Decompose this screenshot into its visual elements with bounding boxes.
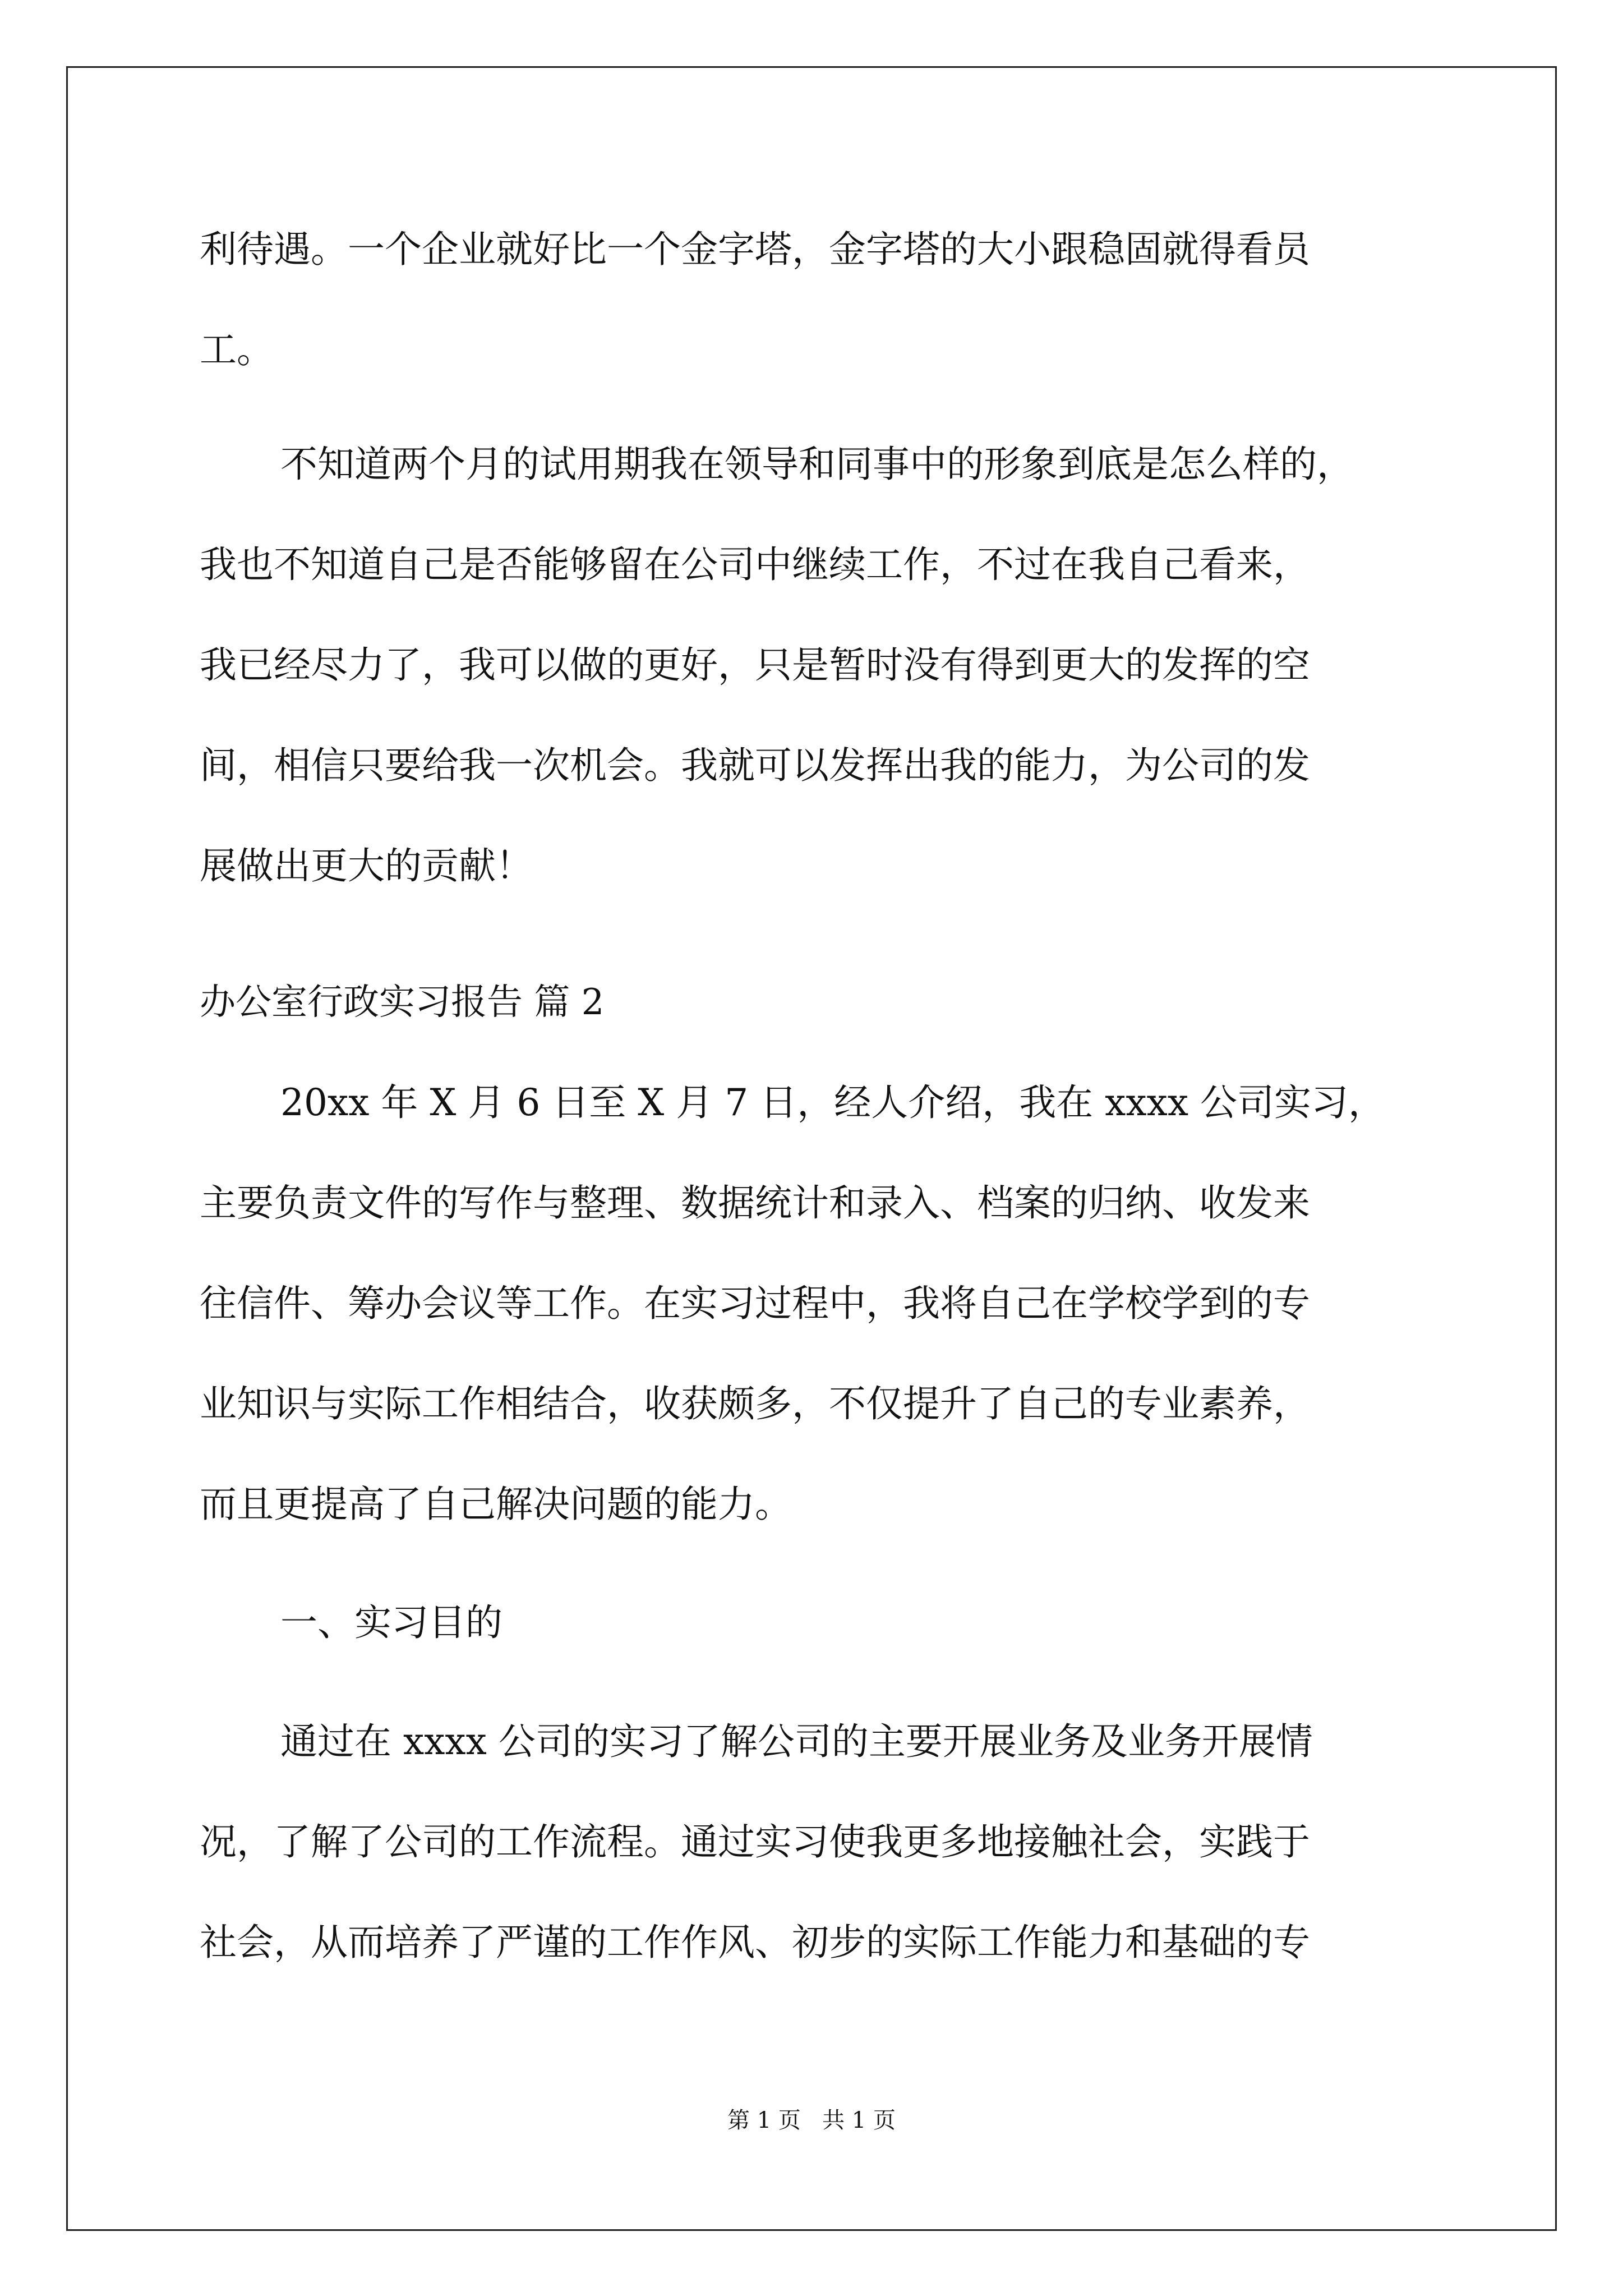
- section-heading: 办公室行政实习报告 篇 2: [200, 982, 605, 1023]
- subsection-heading: 一、实习目的: [280, 1601, 502, 1644]
- text-line-17: 社会，从而培养了严谨的工作作风、初步的实际工作能力和基础的专: [200, 1921, 1310, 1964]
- text-line-9: 20xx 年 X 月 6 日至 X 月 7 日，经人介绍，我在 xxxx 公司实习，: [280, 1081, 1386, 1124]
- text-line-12: 业知识与实际工作相结合，收获颇多，不仅提升了自己的专业素养，: [200, 1382, 1310, 1425]
- page-border: [66, 66, 1557, 2231]
- text-line-13: 而且更提高了自己解决问题的能力。: [200, 1483, 792, 1526]
- text-line-2: 工。: [200, 328, 274, 371]
- text-line-5: 我已经尽力了，我可以做的更好，只是暂时没有得到更大的发挥的空: [200, 643, 1310, 687]
- text-line-10: 主要负责文件的写作与整理、数据统计和录入、档案的归纳、收发来: [200, 1181, 1310, 1225]
- text-line-6: 间，相信只要给我一次机会。我就可以发挥出我的能力，为公司的发: [200, 744, 1310, 787]
- text-line-16: 况，了解了公司的工作流程。通过实习使我更多地接触社会，实践于: [200, 1820, 1310, 1864]
- text-line-15: 通过在 xxxx 公司的实习了解公司的主要开展业务及业务开展情: [280, 1720, 1313, 1763]
- text-line-3: 不知道两个月的试用期我在领导和同事中的形象到底是怎么样的，: [280, 443, 1354, 486]
- text-line-11: 往信件、筹办会议等工作。在实习过程中，我将自己在学校学到的专: [200, 1282, 1310, 1325]
- text-line-7: 展做出更大的贡献！: [200, 844, 533, 887]
- text-line-4: 我也不知道自己是否能够留在公司中继续工作，不过在我自己看来，: [200, 543, 1310, 586]
- page-footer: 第 1 页 共 1 页: [727, 2108, 896, 2133]
- text-line-1: 利待遇。一个企业就好比一个金字塔，金字塔的大小跟稳固就得看员: [200, 228, 1310, 271]
